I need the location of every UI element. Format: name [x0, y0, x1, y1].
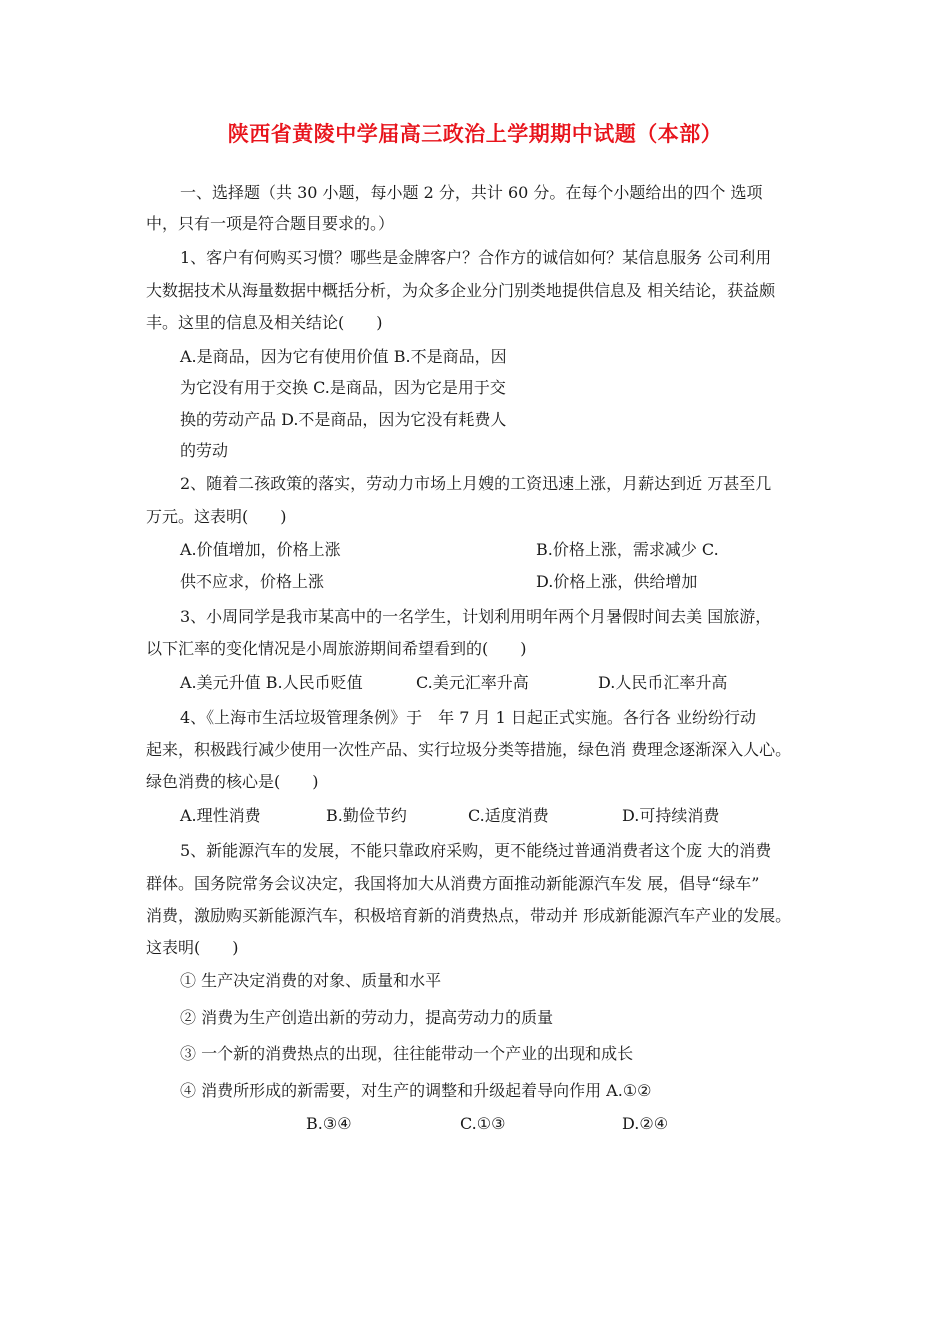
section-instructions-line-2: 中，只有一项是符合题目要求的。） [146, 214, 395, 233]
q3-option-c: C.美元汇率升高 [416, 673, 529, 692]
q4-stem-line-3: 绿色消费的核心是( ) [146, 772, 319, 791]
q2-stem-line-2: 万元。这表明( ) [146, 507, 287, 526]
q2-option-b: B.价格上涨，需求减少 C. [536, 540, 719, 559]
q5-item-2: ② 消费为生产创造出新的劳动力，提高劳动力的质量 [180, 1008, 554, 1027]
q2-stem-line-1: 2、随着二孩政策的落实，劳动力市场上月嫂的工资迅速上涨，月薪达到近 万甚至几 [180, 474, 772, 493]
q5-option-b: B.③④ [306, 1114, 352, 1133]
q4-option-d: D.可持续消费 [622, 806, 720, 825]
q1-stem-line-1: 1、客户有何购买习惯？哪些是金牌客户？合作方的诚信如何？某信息服务 公司利用 [180, 248, 772, 267]
q1-stem-line-3: 丰。这里的信息及相关结论( ) [146, 313, 383, 332]
q5-item-3: ③ 一个新的消费热点的出现，往往能带动一个产业的出现和成长 [180, 1044, 634, 1063]
q2-option-a: A.价值增加，价格上涨 [180, 540, 341, 559]
q1-options-line-1: A.是商品，因为它有使用价值 B.不是商品，因 [180, 347, 507, 366]
section-instructions-line-1: 一、选择题（共 30 小题，每小题 2 分，共计 60 分。在每个小题给出的四个 选项 [180, 183, 763, 202]
q5-option-c: C.①③ [460, 1114, 506, 1133]
q2-option-c: 供不应求，价格上涨 [180, 572, 325, 591]
q2-option-d: D.价格上涨，供给增加 [536, 572, 698, 591]
q3-option-d: D.人民币汇率升高 [598, 673, 728, 692]
page-title: 陕西省黄陵中学届高三政治上学期期中试题（本部） [227, 121, 723, 146]
q5-stem-line-3: 消费，激励购买新能源汽车，积极培育新的消费热点，带动并 形成新能源汽车产业的发展。 [146, 906, 792, 925]
q5-stem-line-1: 5、新能源汽车的发展，不能只靠政府采购，更不能绕过普通消费者这个庞 大的消费 [180, 841, 772, 860]
q3-stem-line-2: 以下汇率的变化情况是小周旅游期间希望看到的( ) [146, 639, 527, 658]
q4-option-c: C.适度消费 [468, 806, 549, 825]
q4-stem-line-2: 起来，积极践行减少使用一次性产品、实行垃圾分类等措施，绿色消 费理念逐渐深入人心。 [146, 740, 792, 759]
q5-item-1: ① 生产决定消费的对象、质量和水平 [180, 971, 442, 990]
q5-item-4: ④ 消费所形成的新需要，对生产的调整和升级起着导向作用 A.①② [180, 1081, 652, 1100]
q3-stem-line-1: 3、小周同学是我市某高中的一名学生，计划利用明年两个月暑假时间去美 国旅游， [180, 607, 772, 626]
q4-stem-line-1: 4、《上海市生活垃圾管理条例》于 年 7 月 1 日起正式实施。各行各 业纷纷行动 [180, 708, 756, 727]
q4-option-b: B.勤俭节约 [326, 806, 407, 825]
q5-stem-line-4: 这表明( ) [146, 938, 239, 957]
q3-option-ab: A.美元升值 B.人民币贬值 [180, 673, 363, 692]
q5-stem-line-2: 群体。国务院常务会议决定，我国将加大从消费方面推动新能源汽车发 展，倡导“绿车” [146, 874, 760, 893]
q1-options-line-2: 为它没有用于交换 C.是商品，因为它是用于交 [180, 378, 506, 397]
q4-option-a: A.理性消费 [180, 806, 261, 825]
q5-option-d: D.②④ [622, 1114, 669, 1133]
q1-options-line-3: 换的劳动产品 D.不是商品，因为它没有耗费人 [180, 410, 507, 429]
q1-options-line-4: 的劳动 [180, 441, 229, 460]
q1-stem-line-2: 大数据技术从海量数据中概括分析，为众多企业分门别类地提供信息及 相关结论，获益颇 [146, 281, 776, 300]
